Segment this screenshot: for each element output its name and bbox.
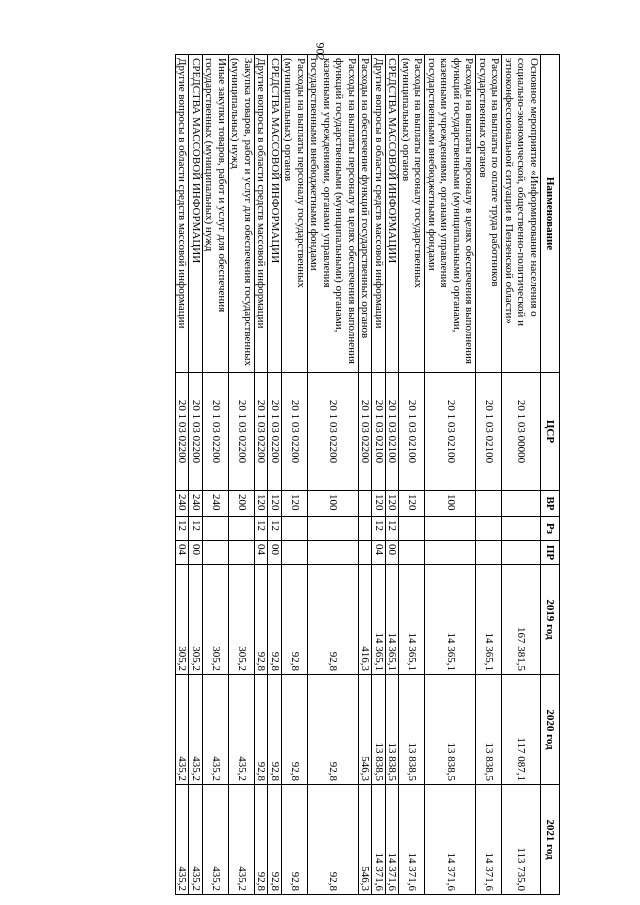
cell-csr: 20 1 03 02200: [268, 373, 282, 491]
cell-vr: 100: [425, 491, 476, 517]
cell-2019: 305,2: [189, 565, 203, 675]
cell-2019: 14 365,1: [386, 565, 400, 675]
cell-rz: 12: [255, 517, 269, 541]
cell-csr: 20 1 03 02200: [203, 373, 229, 491]
header-vr: ВР: [541, 491, 560, 517]
table-row: [255, 55, 269, 895]
cell-vr: 120: [255, 491, 269, 517]
cell-name: Иные закупки товаров, работ и услуг для обеспечения государственных (муниципальных) нужд: [203, 55, 229, 373]
cell-pr: [476, 541, 502, 565]
cell-csr: 20 1 03 02200: [359, 373, 373, 491]
cell-vr: 240: [176, 491, 190, 517]
header-2021: 2021 год: [541, 785, 560, 895]
cell-rz: [282, 517, 308, 541]
cell-vr: 120: [282, 491, 308, 517]
cell-vr: [476, 491, 502, 517]
cell-rz: 12: [176, 517, 190, 541]
cell-rz: [425, 517, 476, 541]
table-row: [282, 55, 308, 895]
cell-2021: 92,8: [255, 785, 269, 895]
cell-2021: 113 735,0: [502, 785, 541, 895]
cell-2020: 117 087,1: [502, 675, 541, 785]
cell-rz: 12: [189, 517, 203, 541]
cell-name: Расходы на обеспечение функций государственных органов: [359, 55, 373, 373]
cell-name: Расходы на выплаты персоналу в целях обеспечения выполнения функций государственными (муниципальными) органами, казенными учреждениями, органами управления государственными внебюджетными фондами: [308, 55, 359, 373]
header-rz: Рз: [541, 517, 560, 541]
cell-pr: [359, 541, 373, 565]
cell-name: СРЕДСТВА МАССОВОЙ ИНФОРМАЦИИ: [268, 55, 282, 373]
cell-pr: 00: [386, 541, 400, 565]
cell-2021: 435,2: [229, 785, 255, 895]
cell-2021: 92,8: [268, 785, 282, 895]
cell-pr: 00: [268, 541, 282, 565]
cell-csr: 20 1 03 02200: [189, 373, 203, 491]
cell-2020: 546,3: [359, 675, 373, 785]
cell-vr: 120: [268, 491, 282, 517]
cell-name: СРЕДСТВА МАССОВОЙ ИНФОРМАЦИИ: [386, 55, 400, 373]
cell-2019: 305,2: [176, 565, 190, 675]
header-pr: ПР: [541, 541, 560, 565]
cell-vr: 240: [203, 491, 229, 517]
cell-csr: 20 1 03 02100: [386, 373, 400, 491]
cell-csr: 20 1 03 02100: [372, 373, 386, 491]
table-row: [229, 55, 255, 895]
table-row: [359, 55, 373, 895]
table-header-row: [541, 55, 560, 895]
table-row: [425, 55, 476, 895]
cell-vr: [359, 491, 373, 517]
cell-name: Другие вопросы в области средств массовой информации: [372, 55, 386, 373]
cell-name: СРЕДСТВА МАССОВОЙ ИНФОРМАЦИИ: [189, 55, 203, 373]
cell-2020: 13 838,5: [399, 675, 425, 785]
table-row: [502, 55, 541, 895]
cell-vr: 120: [386, 491, 400, 517]
header-2020: 2020 год: [541, 675, 560, 785]
cell-2021: 546,3: [359, 785, 373, 895]
cell-rz: [359, 517, 373, 541]
cell-2021: 14 371,6: [476, 785, 502, 895]
table-body: [176, 55, 541, 895]
cell-csr: 20 1 03 02200: [308, 373, 359, 491]
cell-csr: 20 1 03 02100: [476, 373, 502, 491]
cell-pr: [203, 541, 229, 565]
cell-2020: 13 838,5: [476, 675, 502, 785]
table-row: [476, 55, 502, 895]
cell-csr: 20 1 03 02100: [425, 373, 476, 491]
cell-2021: 14 371,6: [425, 785, 476, 895]
cell-2021: 92,8: [282, 785, 308, 895]
cell-pr: 04: [372, 541, 386, 565]
cell-2019: 14 365,1: [476, 565, 502, 675]
cell-2019: 92,8: [308, 565, 359, 675]
cell-2019: 305,2: [203, 565, 229, 675]
cell-csr: 20 1 03 00000: [502, 373, 541, 491]
cell-rz: [203, 517, 229, 541]
cell-2021: 14 371,6: [399, 785, 425, 895]
table-row: [372, 55, 386, 895]
table-row: [203, 55, 229, 895]
cell-2020: 92,8: [268, 675, 282, 785]
cell-pr: [229, 541, 255, 565]
cell-2020: 92,8: [282, 675, 308, 785]
cell-rz: [476, 517, 502, 541]
cell-name: Другие вопросы в области средств массовой информации: [176, 55, 190, 373]
cell-2020: 13 838,5: [425, 675, 476, 785]
cell-2019: 92,8: [268, 565, 282, 675]
cell-rz: [229, 517, 255, 541]
table-row: [176, 55, 190, 895]
cell-2019: 416,3: [359, 565, 373, 675]
cell-rz: [308, 517, 359, 541]
cell-2021: 435,2: [189, 785, 203, 895]
cell-2020: 92,8: [255, 675, 269, 785]
cell-pr: [502, 541, 541, 565]
cell-name: Другие вопросы в области средств массовой информации: [255, 55, 269, 373]
cell-2019: 92,8: [282, 565, 308, 675]
page-number: 902: [313, 42, 328, 61]
cell-csr: 20 1 03 02200: [255, 373, 269, 491]
cell-rz: [399, 517, 425, 541]
cell-2019: 14 365,1: [399, 565, 425, 675]
cell-vr: [502, 491, 541, 517]
table-row: [399, 55, 425, 895]
cell-vr: 240: [189, 491, 203, 517]
cell-csr: 20 1 03 02100: [399, 373, 425, 491]
cell-name: Расходы на выплаты персоналу в целях обеспечения выполнения функций государственными (муниципальными) органами, казенными учреждениями, органами управления государственными внебюджетными фондами: [425, 55, 476, 373]
cell-name: Расходы на выплаты персоналу государственных (муниципальных) органов: [282, 55, 308, 373]
cell-2021: 14 371,6: [386, 785, 400, 895]
cell-2020: 435,2: [229, 675, 255, 785]
header-2019: 2019 год: [541, 565, 560, 675]
cell-name: Закупка товаров, работ и услуг для обеспечения государственных (муниципальных) нужд: [229, 55, 255, 373]
cell-2020: 13 838,5: [372, 675, 386, 785]
cell-pr: [308, 541, 359, 565]
cell-2019: 92,8: [255, 565, 269, 675]
cell-rz: 12: [268, 517, 282, 541]
table-row: [189, 55, 203, 895]
cell-2020: 435,2: [189, 675, 203, 785]
cell-pr: [425, 541, 476, 565]
cell-2020: 13 838,5: [386, 675, 400, 785]
cell-2020: 435,2: [203, 675, 229, 785]
cell-name: Расходы на выплаты по оплате труда работников государственных органов: [476, 55, 502, 373]
cell-csr: 20 1 03 02200: [176, 373, 190, 491]
cell-pr: [282, 541, 308, 565]
cell-name: Основное мероприятие «Информирование населения о социально-экономической, общественно-политической и этноконфессиональной ситуации в Пензенской области»: [502, 55, 541, 373]
table-row: [308, 55, 359, 895]
cell-pr: [399, 541, 425, 565]
cell-2021: 435,2: [176, 785, 190, 895]
cell-2019: 14 365,1: [425, 565, 476, 675]
cell-2019: 305,2: [229, 565, 255, 675]
cell-2019: 14 365,1: [372, 565, 386, 675]
table-row: [386, 55, 400, 895]
budget-table: [175, 54, 560, 895]
cell-2020: 435,2: [176, 675, 190, 785]
cell-2021: 92,8: [308, 785, 359, 895]
cell-2021: 435,2: [203, 785, 229, 895]
cell-vr: 120: [372, 491, 386, 517]
cell-2019: 167 381,5: [502, 565, 541, 675]
cell-vr: 200: [229, 491, 255, 517]
cell-rz: 12: [386, 517, 400, 541]
cell-2021: 14 371,6: [372, 785, 386, 895]
cell-name: Расходы на выплаты персоналу государственных (муниципальных) органов: [399, 55, 425, 373]
cell-csr: 20 1 03 02200: [282, 373, 308, 491]
header-csr: ЦСР: [541, 373, 560, 491]
cell-pr: 04: [176, 541, 190, 565]
cell-2020: 92,8: [308, 675, 359, 785]
header-name: Наименование: [541, 55, 560, 373]
table-row: [268, 55, 282, 895]
cell-rz: 12: [372, 517, 386, 541]
cell-vr: 100: [308, 491, 359, 517]
cell-rz: [502, 517, 541, 541]
rotated-page-content: [80, 54, 560, 894]
cell-pr: 00: [189, 541, 203, 565]
cell-csr: 20 1 03 02200: [229, 373, 255, 491]
cell-pr: 04: [255, 541, 269, 565]
cell-vr: 120: [399, 491, 425, 517]
